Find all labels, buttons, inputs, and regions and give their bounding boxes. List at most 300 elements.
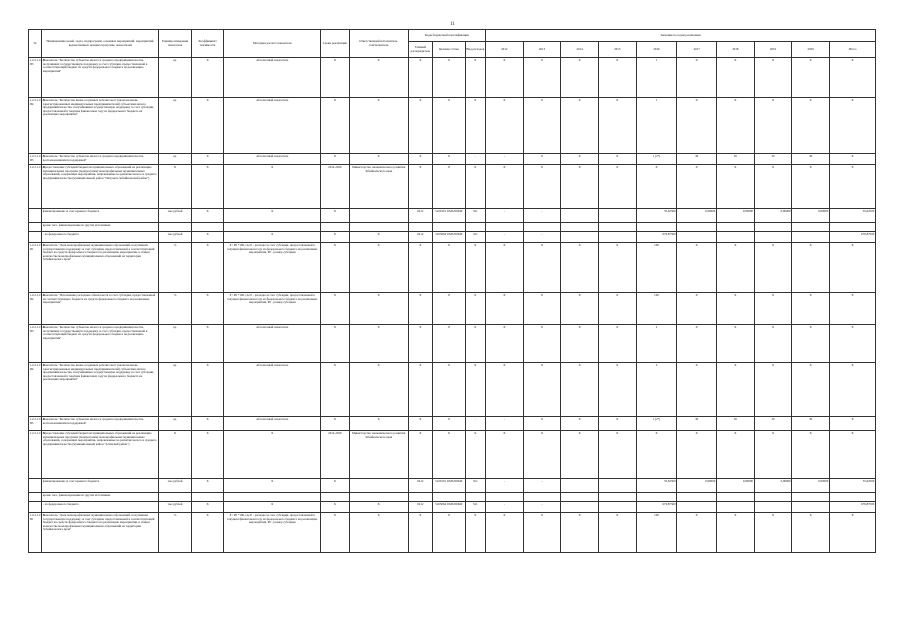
cell-year-value: X (829, 513, 875, 553)
cell-year-value: X (523, 417, 561, 431)
cell-year-value: X (561, 165, 599, 209)
cell-unit: ед. (159, 325, 192, 363)
cell-budget-admin: X (408, 165, 432, 209)
table-body (29, 58, 876, 553)
cell-year-value: X (598, 154, 636, 165)
cell-method: Абсолютный показатель (224, 58, 321, 98)
cell-year-value: X (523, 293, 561, 325)
cell-year-value: X (717, 513, 755, 553)
cell-year-value: - (523, 232, 561, 243)
program-table (28, 29, 876, 553)
cell-year-value: 1 (2*) (636, 417, 677, 431)
cell-year-value: X (754, 513, 792, 553)
cell-year-value: - (485, 232, 523, 243)
cell-budget-type: 521 (465, 479, 485, 493)
cell-year-value: X (485, 58, 523, 98)
cell-budget-article: 5455064 0320250640 (433, 232, 466, 243)
table-row (29, 98, 876, 154)
cell-coef: X (191, 363, 224, 417)
cell-year-value: X (598, 363, 636, 417)
table-row (29, 58, 876, 98)
cell-year-value: X (636, 431, 677, 479)
cell-budget-admin: X (408, 58, 432, 98)
cell-budget-admin: X (408, 325, 432, 363)
cell-year-value: X (485, 431, 523, 479)
cell-year-value: 35,62500 (829, 209, 875, 223)
cell-year-value: X (754, 431, 792, 479)
cell-exec: X (349, 154, 408, 165)
cell-exec: X (349, 232, 408, 243)
cell-year-value: 1 (636, 58, 677, 98)
cell-year-value: X (598, 325, 636, 363)
header-budget-3: Вид расходов (465, 42, 485, 58)
header-term: Сроки реализации (321, 30, 350, 58)
cell-year-value: X (523, 363, 561, 417)
cell-term: X (321, 513, 350, 553)
cell-year-value (829, 223, 875, 232)
cell-budget-article: X (433, 293, 466, 325)
cell-year-value: X (523, 58, 561, 98)
cell-year-value: 1 (2*) (636, 154, 677, 165)
cell-budget-admin: X (408, 431, 432, 479)
cell-year-value: 0,00000 (717, 479, 755, 493)
cell-year-value (829, 493, 875, 502)
cell-coef (191, 223, 224, 232)
cell-year-value: 100 (636, 243, 677, 293)
cell-year-value (677, 502, 717, 513)
cell-unit: % (159, 293, 192, 325)
cell-year-value: X (754, 165, 792, 209)
cell-budget-type: X (465, 431, 485, 479)
cell-name: Показатель "Количество субъектов малого и среднего предпринимательства, получивших государственную поддержку за счет субсидии, предоставленной в соответствующий бюджет из средств федерального бюджета на реализацию мероприятия" (42, 325, 159, 363)
cell-exec (349, 493, 408, 502)
cell-year-value: - (485, 417, 523, 431)
cell-year-value (598, 209, 636, 223)
cell-name: - из федерального бюджета (42, 502, 159, 513)
cell-year-value (754, 223, 792, 232)
cell-year-value: X (792, 293, 830, 325)
cell-budget-admin (408, 493, 432, 502)
cell-num: 1.2.2.1.15.4 П4 (29, 363, 42, 417)
cell-year-value: 30 (677, 417, 717, 431)
cell-year-value: X (485, 165, 523, 209)
cell-year-value: X (754, 58, 792, 98)
cell-term: X (321, 325, 350, 363)
header-budget-1: Главный распорядитель (408, 42, 432, 58)
cell-coef (191, 493, 224, 502)
table-row (29, 325, 876, 363)
cell-year-value: X (792, 513, 830, 553)
cell-num (29, 223, 42, 232)
cell-unit: % (159, 513, 192, 553)
cell-budget-admin: X (408, 293, 432, 325)
cell-term: X (321, 363, 350, 417)
cell-year-value: 30 (717, 417, 755, 431)
cell-year-value (561, 209, 599, 223)
cell-year-value (561, 479, 599, 493)
cell-unit: тыс.рублей (159, 209, 192, 223)
cell-year-value: 0,00000 (754, 209, 792, 223)
header-year: 2013 (523, 42, 561, 58)
cell-year-value: X (561, 431, 599, 479)
cell-year-value: X (829, 98, 875, 154)
cell-method: X (224, 165, 321, 209)
cell-year-value: X (561, 243, 599, 293)
cell-budget-article: 5220101 0320250040 (433, 479, 466, 493)
cell-year-value: X (677, 58, 717, 98)
cell-year-value: 35,62500 (636, 209, 677, 223)
cell-term: 2014-2020 (321, 165, 350, 209)
cell-name: Показатель "Количество вновь созданных рабочих мест (включая вновь зарегистрированных индивидуальных предпринимателей) субъектами малого предпринимательства, получившими государственную поддержку за счет субсидии, предоставленной в текущем финансовом году из федерального бюджета на реализацию мероприятия" (42, 98, 159, 154)
header-budget-2: Целевая статья (433, 42, 466, 58)
cell-year-value (523, 493, 561, 502)
cell-year-value: - (485, 502, 523, 513)
cell-year-value: - (523, 502, 561, 513)
cell-year-value: X (523, 325, 561, 363)
cell-name: Показатель "Количество субъектов малого и среднего предпринимательства, воспользовавшихся поддержкой" (42, 417, 159, 431)
cell-exec: X (349, 98, 408, 154)
header-unit: Единица измерения показателя (159, 30, 192, 58)
cell-name: - из федерального бюджета (42, 232, 159, 243)
header-year: 2017 (677, 42, 717, 58)
header-year: 2012 (485, 42, 523, 58)
cell-budget-article: 5220101 0320250040 (433, 209, 466, 223)
table-row (29, 209, 876, 223)
cell-method: Р / Р0 *100, где Р - расходы за счет субсидии, предоставленной в текущем финансовом году из федерального бюджета на реализацию мероприятия, Р0 - размер субсидии (224, 293, 321, 325)
cell-budget-article: X (433, 243, 466, 293)
cell-year-value (677, 493, 717, 502)
cell-method: X (224, 479, 321, 493)
cell-year-value: X (677, 165, 717, 209)
cell-method (224, 493, 321, 502)
cell-year-value: X (523, 243, 561, 293)
cell-method: Абсолютный показатель (224, 363, 321, 417)
cell-year-value: X (485, 325, 523, 363)
cell-year-value: 30 (754, 417, 792, 431)
cell-year-value: 100 (636, 293, 677, 325)
cell-budget-article: X (433, 513, 466, 553)
header-method: Методика расчета показателя (224, 30, 321, 58)
cell-year-value (677, 232, 717, 243)
table-row (29, 293, 876, 325)
cell-year-value: - (485, 479, 523, 493)
cell-year-value: 676,87500 (829, 232, 875, 243)
cell-num (29, 502, 42, 513)
cell-year-value: X (717, 363, 755, 417)
cell-year-value: X (561, 417, 599, 431)
cell-num: 1.2.2.1.15.4 П5 (29, 417, 42, 431)
cell-budget-admin: X (408, 98, 432, 154)
cell-unit: тыс.рублей (159, 502, 192, 513)
cell-year-value: X (523, 513, 561, 553)
cell-year-value: X (561, 513, 599, 553)
cell-name: финансирование за счет краевого бюджета (42, 209, 159, 223)
cell-budget-article: X (433, 417, 466, 431)
cell-budget-type: 521 (465, 209, 485, 223)
cell-year-value: X (792, 98, 830, 154)
cell-year-value: X (523, 165, 561, 209)
cell-budget-article: X (433, 98, 466, 154)
table-row (29, 417, 876, 431)
cell-budget-type: X (465, 98, 485, 154)
cell-method: Р / Р0 *100, где Р - расходы за счет субсидии, предоставленной в текущем финансовом году из федерального бюджета на реализацию мероприятия, Р0 - размер субсидии (224, 513, 321, 553)
cell-year-value: X (677, 98, 717, 154)
cell-budget-article (433, 223, 466, 232)
cell-year-value (598, 502, 636, 513)
cell-budget-admin (408, 223, 432, 232)
cell-year-value: X (792, 243, 830, 293)
cell-year-value: X (561, 58, 599, 98)
cell-num: 1.2.2.1.15.4 П2 (29, 293, 42, 325)
cell-year-value: X (561, 98, 599, 154)
cell-num: 1.2.2.1.15.4 (29, 165, 42, 209)
cell-year-value: - (485, 154, 523, 165)
cell-term (321, 493, 350, 502)
cell-year-value: X (717, 243, 755, 293)
header-year: 2016 (636, 42, 677, 58)
cell-coef: X (191, 417, 224, 431)
cell-method: Абсолютный показатель (224, 325, 321, 363)
cell-coef: X (191, 293, 224, 325)
cell-method: Р / Р0 *100, где Р - расходы за счет субсидии, предоставленной в текущем финансовом году из федерального бюджета на реализацию мероприятия, Р0 - размер субсидии (224, 243, 321, 293)
cell-year-value: X (561, 363, 599, 417)
cell-num: 1.2.2.1.15.5 П1 (29, 513, 42, 553)
cell-budget-type: X (465, 325, 485, 363)
cell-year-value: X (829, 243, 875, 293)
cell-year-value: X (677, 293, 717, 325)
cell-year-value: X (717, 98, 755, 154)
cell-year-value (754, 232, 792, 243)
cell-budget-admin: X (408, 363, 432, 417)
cell-coef: X (191, 431, 224, 479)
cell-year-value (561, 502, 599, 513)
cell-year-value: X (829, 58, 875, 98)
cell-year-value: X (485, 98, 523, 154)
cell-budget-type: X (465, 513, 485, 553)
cell-coef: X (191, 98, 224, 154)
cell-exec: Министерство экономического развития Забайкальского края (349, 431, 408, 479)
cell-name: Показатель "Количество субъектов малого и среднего предпринимательства, получивших государственную поддержку за счет субсидии, предоставленной в соответствующий бюджет из средств федерального бюджета на реализацию мероприятия" (42, 58, 159, 98)
cell-year-value: 676,87500 (636, 232, 677, 243)
cell-budget-type: - (465, 417, 485, 431)
cell-term: X (321, 417, 350, 431)
cell-year-value: X (485, 243, 523, 293)
cell-name: финансирование за счет краевого бюджета (42, 479, 159, 493)
cell-year-value: X (485, 293, 523, 325)
cell-year-value: 0,00000 (792, 479, 830, 493)
table-row (29, 493, 876, 502)
cell-year-value: X (677, 513, 717, 553)
cell-exec: X (349, 325, 408, 363)
cell-num: 1.2.2.1.15.3 П4 (29, 98, 42, 154)
cell-year-value: X (754, 293, 792, 325)
cell-term: X (321, 502, 350, 513)
cell-num: 1.2.2.1.15.3 П5 (29, 154, 42, 165)
cell-year-value: 30 (677, 154, 717, 165)
cell-coef: X (191, 58, 224, 98)
cell-coef: X (191, 502, 224, 513)
header-year: 2015 (598, 42, 636, 58)
cell-num: 1.2.2.1.15.4 П3 (29, 325, 42, 363)
header-year: 2019 (754, 42, 792, 58)
cell-num: 1.2.2.1.15.3 П3 (29, 58, 42, 98)
cell-term: X (321, 232, 350, 243)
cell-year-value (717, 223, 755, 232)
cell-num: 1.2.2.1.15.4 П1 (29, 243, 42, 293)
cell-year-value: X (598, 417, 636, 431)
cell-term: 2014-2020 (321, 431, 350, 479)
cell-budget-article: X (433, 58, 466, 98)
cell-coef: X (191, 232, 224, 243)
cell-term: X (321, 209, 350, 223)
table-row (29, 223, 876, 232)
cell-budget-admin: X (408, 243, 432, 293)
table-row (29, 243, 876, 293)
cell-term: X (321, 479, 350, 493)
cell-year-value (561, 223, 599, 232)
cell-num (29, 232, 42, 243)
cell-budget-type: X (465, 293, 485, 325)
cell-year-value: X (561, 293, 599, 325)
table-row (29, 363, 876, 417)
header-coef: Коэффициент значимости (191, 30, 224, 58)
cell-year-value: - (485, 209, 523, 223)
cell-year-value: X (677, 325, 717, 363)
cell-year-value: X (829, 417, 875, 431)
cell-year-value: 35,62500 (636, 479, 677, 493)
cell-year-value: X (792, 431, 830, 479)
page-number: 11 (450, 22, 455, 27)
cell-exec: X (349, 513, 408, 553)
cell-num (29, 493, 42, 502)
cell-year-value (677, 223, 717, 232)
cell-num: 1.2.2.1.15.5 (29, 431, 42, 479)
table-row (29, 232, 876, 243)
cell-coef: X (191, 154, 224, 165)
cell-budget-type (465, 223, 485, 232)
cell-budget-article: X (433, 154, 466, 165)
cell-year-value: 0,00000 (717, 209, 755, 223)
cell-year-value: X (792, 165, 830, 209)
cell-year-value: 30 (717, 154, 755, 165)
cell-method: X (224, 502, 321, 513)
cell-year-value: X (677, 363, 717, 417)
cell-year-value (485, 493, 523, 502)
cell-year-value (561, 493, 599, 502)
table-row (29, 165, 876, 209)
cell-unit (159, 223, 192, 232)
cell-budget-article: X (433, 325, 466, 363)
cell-exec (349, 479, 408, 493)
cell-unit: тыс.рублей (159, 479, 192, 493)
cell-budget-admin: X (408, 154, 432, 165)
cell-year-value (598, 493, 636, 502)
cell-coef: X (191, 479, 224, 493)
cell-year-value: X (754, 98, 792, 154)
cell-year-value (523, 223, 561, 232)
cell-budget-type (465, 493, 485, 502)
cell-year-value: X (717, 58, 755, 98)
cell-year-value (792, 502, 830, 513)
cell-method: Абсолютный показатель (224, 417, 321, 431)
cell-budget-admin: 0412 (408, 232, 432, 243)
cell-year-value: X (829, 363, 875, 417)
cell-year-value (717, 493, 755, 502)
cell-budget-admin: X (408, 513, 432, 553)
cell-budget-type: X (465, 58, 485, 98)
cell-year-value: X (598, 293, 636, 325)
cell-year-value: X (829, 165, 875, 209)
header-name: Наименование целей, задач, подпрограмм, основных мероприятий, мероприятий, ведомственных целевых программ, показателей (42, 30, 159, 58)
cell-year-value (485, 223, 523, 232)
cell-year-value: 676,87500 (636, 502, 677, 513)
cell-budget-admin: X (408, 417, 432, 431)
cell-budget-article: 5455064 0320250640 (433, 502, 466, 513)
table-row (29, 431, 876, 479)
table-row (29, 513, 876, 553)
cell-name: Показатель "Доля монопрофильных муниципальных образований, получивших государственную поддержку за счет субсидии, предоставленной в соответствующий бюджет из средств федерального бюджета на реализацию мероприятия, в общем количестве монопрофильных муниципальных образований на территории Забайкальского края" (42, 513, 159, 553)
cell-year-value (717, 502, 755, 513)
cell-coef: X (191, 209, 224, 223)
cell-year-value: X (754, 243, 792, 293)
cell-year-value (636, 493, 677, 502)
cell-year-value: - (523, 479, 561, 493)
cell-year-value (598, 232, 636, 243)
cell-term: X (321, 58, 350, 98)
cell-year-value: 100 (636, 513, 677, 553)
cell-budget-admin: 0412 (408, 209, 432, 223)
cell-name: Показатель "Исполнение расходных обязательств за счет субсидии, предоставленной из соответствующего бюджета из средств федерального бюджета на реализацию мероприятия" (42, 293, 159, 325)
cell-year-value: X (523, 154, 561, 165)
cell-year-value: 2 (636, 325, 677, 363)
cell-year-value: 30 (754, 154, 792, 165)
cell-year-value (792, 232, 830, 243)
cell-exec (349, 209, 408, 223)
header-year: 2020 (792, 42, 830, 58)
cell-unit (159, 493, 192, 502)
cell-year-value: X (598, 165, 636, 209)
cell-exec: X (349, 363, 408, 417)
cell-method: X (224, 431, 321, 479)
cell-year-value: X (636, 165, 677, 209)
cell-unit: ед. (159, 98, 192, 154)
cell-year-value (754, 502, 792, 513)
cell-year-value: X (598, 431, 636, 479)
cell-year-value: X (598, 243, 636, 293)
cell-budget-article: X (433, 165, 466, 209)
cell-year-value: 0,00000 (754, 479, 792, 493)
cell-unit: тыс.рублей (159, 232, 192, 243)
cell-year-value: X (792, 58, 830, 98)
cell-budget-type: X (465, 363, 485, 417)
cell-num (29, 479, 42, 493)
cell-method (224, 223, 321, 232)
cell-coef: X (191, 325, 224, 363)
cell-year-value: X (485, 363, 523, 417)
cell-name: Показатель "Количество субъектов малого и среднего предпринимательства, воспользовавшихся поддержкой" (42, 154, 159, 165)
cell-budget-type: - (465, 154, 485, 165)
cell-name: кроме того, финансирование из других источников: (42, 493, 159, 502)
cell-term: X (321, 154, 350, 165)
cell-unit: X (159, 165, 192, 209)
cell-year-value: X (717, 293, 755, 325)
cell-year-value: X (754, 325, 792, 363)
cell-num (29, 209, 42, 223)
cell-year-value: X (523, 431, 561, 479)
cell-method: X (224, 209, 321, 223)
cell-year-value: X (717, 431, 755, 479)
cell-name: Показатель "Количество вновь созданных рабочих мест (включая вновь зарегистрированных индивидуальных предпринимателей) субъектами малого предпринимательства, получившими государственную поддержку за счет субсидии, предоставленной в текущем финансовом году из федерального бюджета на реализацию мероприятия" (42, 363, 159, 417)
